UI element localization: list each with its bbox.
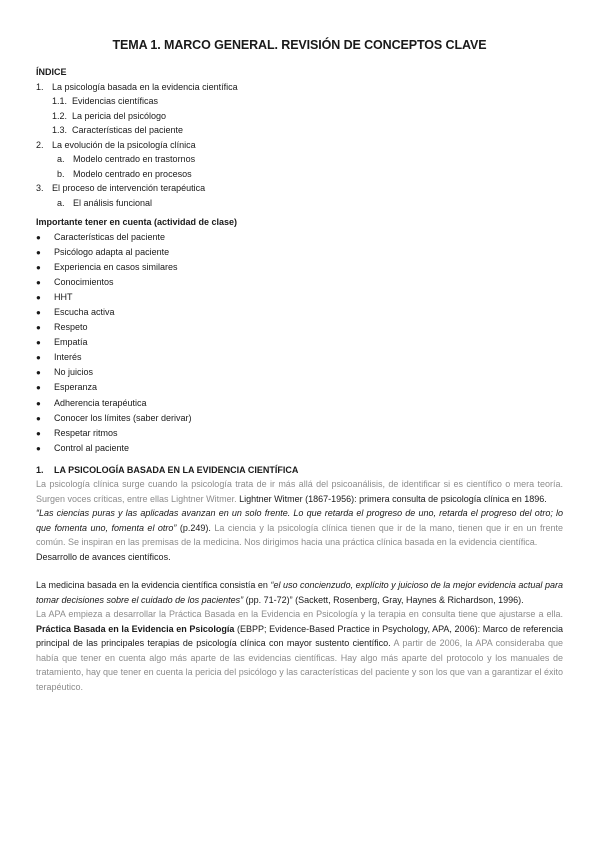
document-title: TEMA 1. MARCO GENERAL. REVISIÓN DE CONCEPTOS CLAVE bbox=[112, 38, 487, 52]
document-page bbox=[36, 38, 563, 694]
list-item bbox=[36, 380, 563, 395]
bullet-icon: ● bbox=[36, 247, 41, 257]
index-item-number: 2. bbox=[36, 139, 44, 150]
index-item-number: 1.2. bbox=[52, 110, 68, 121]
index-item-number: b. bbox=[57, 168, 65, 179]
list-item-text: Características del paciente bbox=[54, 231, 166, 242]
index-item bbox=[36, 80, 563, 95]
index-item-number: a. bbox=[57, 197, 65, 208]
list-item bbox=[36, 411, 563, 426]
list-item-text: Esperanza bbox=[54, 382, 98, 393]
bullet-icon: ● bbox=[36, 443, 41, 453]
bullet-icon: ● bbox=[36, 413, 41, 423]
index-list bbox=[36, 80, 563, 211]
list-item-text: No juicios bbox=[54, 367, 94, 378]
list-item-text: Conocer los límites (saber derivar) bbox=[54, 412, 192, 423]
index-item-text: Modelo centrado en procesos bbox=[73, 168, 192, 179]
list-item bbox=[36, 350, 563, 365]
paragraph-origins bbox=[36, 477, 563, 506]
index-item bbox=[36, 152, 563, 167]
index-item-text: Características del paciente bbox=[72, 125, 184, 135]
section-1-number: 1. bbox=[36, 464, 44, 475]
list-item-text: Conocimientos bbox=[54, 276, 114, 287]
index-item bbox=[36, 123, 563, 138]
index-item-number: 1.1. bbox=[52, 96, 68, 106]
bullet-icon: ● bbox=[36, 323, 41, 333]
list-item-text: Escucha activa bbox=[54, 306, 115, 317]
important-heading: Importante tener en cuenta (actividad de clase) bbox=[36, 217, 238, 227]
bullet-icon: ● bbox=[36, 368, 41, 378]
science-text: La ciencia y la psicología clínica tienen que ir de la mano, tienen que ir en un frente común. Se inspiran en las premisas de la medicina. Nos dirigimos hacia una práctica clínica basada en la evidencia científica. bbox=[36, 522, 563, 548]
bullet-icon: ● bbox=[36, 398, 41, 408]
bullet-icon: ● bbox=[36, 292, 41, 302]
list-item bbox=[36, 441, 563, 456]
paragraph-ebm bbox=[36, 578, 563, 607]
list-item bbox=[36, 290, 563, 305]
index-item bbox=[36, 181, 563, 196]
index-item bbox=[36, 109, 563, 124]
list-item bbox=[36, 275, 563, 290]
ebm-intro: La medicina basada en la evidencia científica consistía en bbox=[36, 580, 271, 591]
witmer-quote: “Las ciencias puras y las aplicadas avanzan en un solo frente. Lo que retarda el progreso de uno, retarda el progreso del otro; lo que fomenta uno, fomenta el otro” bbox=[36, 508, 563, 533]
list-item-text: Interés bbox=[54, 352, 82, 363]
index-item-text: El proceso de intervención terapéutica bbox=[52, 183, 206, 193]
index-item-text: La evolución de la psicología clínica bbox=[52, 139, 196, 150]
index-item-number: a. bbox=[57, 154, 65, 164]
bullet-icon: ● bbox=[36, 232, 41, 242]
bullet-icon: ● bbox=[36, 383, 41, 393]
bullet-icon: ● bbox=[36, 338, 41, 348]
index-item bbox=[36, 196, 563, 211]
index-item bbox=[36, 94, 563, 109]
origins-text: La psicología clínica surge cuando la psicología trata de ir más allá del psicoanálisis, de identificar si es científico o mera teoría. Surgen voces críticas, entre ellas Lightner Witmer. bbox=[36, 479, 563, 504]
list-item bbox=[36, 245, 563, 260]
ebm-reference: (pp. 71-72)” (Sackett, Rosenberg, Gray, Haynes & Richardson, 1996). bbox=[243, 594, 524, 605]
list-item-text: HHT bbox=[54, 291, 73, 302]
index-item-number: 1.3. bbox=[52, 125, 68, 135]
index-item-number: 3. bbox=[36, 183, 44, 193]
index-item-number: 1. bbox=[36, 81, 44, 92]
apa-2006-text: A partir de 2006, la APA consideraba que había que tener en cuenta algo más aparte de las evidencias científicas. Hay algo más aparte del protocolo y los manuales de tratamiento, hay que tener en cuenta la pericia del psicólogo y las características del paciente y son los que van a garantizar el éxito terapéutico. bbox=[36, 638, 563, 692]
section-1-heading bbox=[36, 463, 563, 478]
spacer bbox=[36, 564, 563, 578]
ebpp-definition: (EBPP; Evidence-Based Practice in Psychology, APA, 2006): Marco de referencia principal de las principales terapias de psicología clínica con mayor sustento científico. bbox=[36, 623, 564, 649]
witmer-text: Lightner Witmer (1867-1956): primera consulta de psicología clínica en 1896. bbox=[236, 493, 547, 504]
list-item bbox=[36, 335, 563, 350]
paragraph-advances: Desarrollo de avances científicos. bbox=[36, 551, 171, 562]
quote-reference: (p.249). bbox=[176, 522, 211, 533]
apa-intro: La APA empieza a desarrollar la Práctica Basada en la Evidencia en Psicología y la terapia en consulta tiene que ajustarse a ella. bbox=[36, 609, 563, 620]
index-item-text: El análisis funcional bbox=[73, 197, 153, 208]
important-list bbox=[36, 230, 563, 456]
paragraph-apa bbox=[36, 607, 563, 694]
bullet-icon: ● bbox=[36, 262, 41, 272]
paragraph-quote bbox=[36, 506, 563, 550]
index-heading: ÍNDICE bbox=[36, 67, 67, 77]
ebm-quote: “el uso concienzudo, explícito y juicioso de la mejor evidencia actual para tomar decisiones sobre el cuidado de los pacientes” bbox=[36, 580, 563, 605]
list-item bbox=[36, 396, 563, 411]
index-item-text: Evidencias científicas bbox=[72, 96, 159, 106]
list-item bbox=[36, 320, 563, 335]
list-item-text: Experiencia en casos similares bbox=[54, 261, 178, 272]
bullet-icon: ● bbox=[36, 277, 41, 287]
section-1-title: LA PSICOLOGÍA BASADA EN LA EVIDENCIA CIENTÍFICA bbox=[54, 464, 299, 475]
index-item-text: La psicología basada en la evidencia científica bbox=[52, 81, 238, 92]
index-item bbox=[36, 138, 563, 153]
index-item bbox=[36, 167, 563, 182]
bullet-icon: ● bbox=[36, 353, 41, 363]
index-item-text: La pericia del psicólogo bbox=[72, 110, 167, 121]
index-item-text: Modelo centrado en trastornos bbox=[73, 154, 196, 164]
list-item bbox=[36, 365, 563, 380]
list-item-text: Adherencia terapéutica bbox=[54, 397, 147, 408]
list-item bbox=[36, 230, 563, 245]
ebpp-term: Práctica Basada en la Evidencia en Psicología bbox=[36, 623, 235, 634]
list-item bbox=[36, 260, 563, 275]
list-item-text: Empatía bbox=[54, 337, 88, 348]
list-item-text: Respeto bbox=[54, 322, 88, 333]
list-item-text: Respetar ritmos bbox=[54, 427, 118, 438]
list-item bbox=[36, 426, 563, 441]
list-item-text: Control al paciente bbox=[54, 442, 130, 453]
bullet-icon: ● bbox=[36, 428, 41, 438]
list-item bbox=[36, 305, 563, 320]
list-item-text: Psicólogo adapta al paciente bbox=[54, 246, 170, 257]
bullet-icon: ● bbox=[36, 307, 41, 317]
